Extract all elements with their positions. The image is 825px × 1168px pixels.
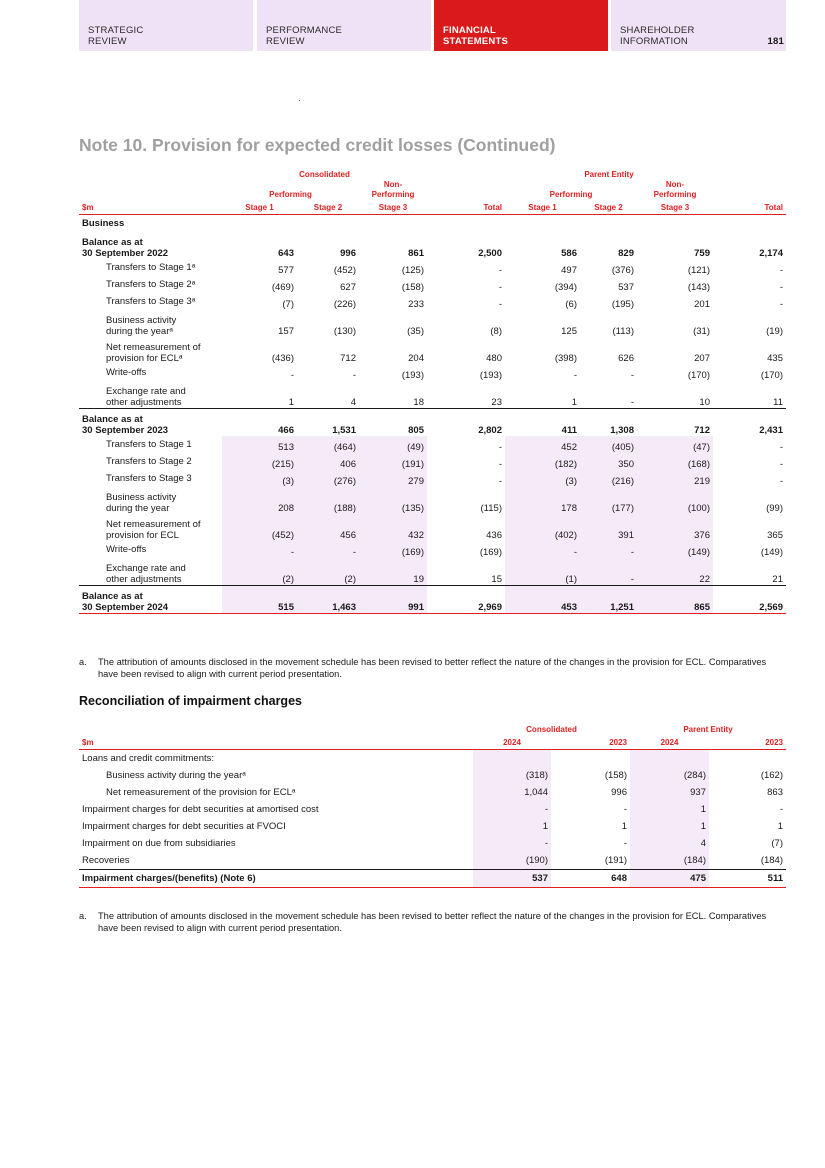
table-row (79, 750, 786, 768)
table-cell: 480 (486, 353, 502, 364)
table-cell: 233 (408, 299, 424, 310)
nav-tab-financial-statements[interactable] (434, 0, 608, 51)
nav-tab-label: REVIEW (88, 36, 127, 47)
table-cell: (177) (580, 487, 637, 514)
row-label-line: Transfers to Stage 1 (106, 439, 192, 450)
table-row (79, 784, 786, 801)
table-cell: 829 (618, 248, 634, 259)
table-cell: 1 (288, 397, 294, 408)
header-performing: Performing (269, 190, 312, 199)
table-row (79, 541, 786, 558)
row-label-line: Write-offs (106, 367, 147, 378)
table-cell: - (580, 558, 637, 586)
table-cell: 406 (297, 453, 359, 470)
table-cell: - (498, 282, 502, 293)
section-row (79, 215, 786, 233)
row-label-line: Exchange rate and (106, 563, 186, 574)
table-cell (630, 750, 709, 768)
table-cell: (318) (473, 767, 551, 784)
table-cell: (469) (271, 282, 294, 293)
table-cell: 643 (278, 248, 294, 259)
table-row (79, 436, 786, 453)
table-cell: 627 (340, 282, 356, 293)
table-cell: 365 (767, 530, 783, 541)
nav-tab-shareholder-information[interactable] (611, 0, 786, 51)
table-cell: 219 (637, 470, 713, 487)
table-cell: (99) (766, 503, 783, 514)
table-row (79, 232, 786, 259)
header-non-performing: Performing (371, 190, 415, 199)
table-cell: - (297, 541, 359, 558)
nav-tab-label: INFORMATION (620, 36, 688, 47)
table-cell (709, 750, 786, 768)
table-row (79, 453, 786, 470)
table-cell: (193) (479, 370, 502, 381)
table-cell: 1 (630, 818, 709, 835)
table-row (79, 381, 786, 409)
table-cell: 452 (505, 436, 580, 453)
nav-tab-label: STATEMENTS (443, 36, 508, 47)
table-cell: (149) (637, 541, 713, 558)
table-cell: 10 (699, 397, 710, 408)
table-cell: (3) (505, 470, 580, 487)
table-cell: 376 (637, 514, 713, 541)
table-cell: (168) (637, 453, 713, 470)
table-cell: - (779, 459, 783, 470)
row-label: Impairment charges/(benefits) (Note 6) (79, 870, 473, 888)
table-cell: 208 (222, 487, 297, 514)
table-cell: (195) (611, 299, 634, 310)
table-cell: 865 (637, 586, 713, 614)
table-cell: 19 (359, 558, 427, 586)
table-row (79, 818, 786, 835)
table-cell: 350 (580, 453, 637, 470)
footnote-marker: a. (79, 657, 87, 667)
header-non: Non- (383, 180, 403, 189)
row-label: Loans and credit commitments: (82, 753, 215, 764)
table-cell: 996 (340, 248, 356, 259)
table-cell: (188) (297, 487, 359, 514)
row-label: Impairment charges for debt securities at amortised cost (82, 804, 319, 815)
table-cell: - (498, 459, 502, 470)
table-row (79, 767, 786, 784)
table-cell: 1 (571, 397, 577, 408)
table-cell: - (779, 476, 783, 487)
table-cell: (143) (687, 282, 710, 293)
column-header-row (79, 735, 786, 750)
row-label (79, 337, 222, 364)
table-cell: - (498, 476, 502, 487)
table-cell: 456 (297, 514, 359, 541)
table-cell: (2) (297, 558, 359, 586)
row-label (79, 487, 222, 514)
table-cell: (2) (222, 558, 297, 586)
table-row (79, 364, 786, 381)
table-cell: (464) (297, 436, 359, 453)
table-cell: (284) (630, 767, 709, 784)
table-cell: (162) (760, 770, 783, 781)
col-header: Total (713, 200, 786, 215)
table-cell: 11 (773, 397, 783, 408)
table-cell: (184) (630, 852, 709, 870)
table-cell: 4 (350, 397, 356, 408)
row-label-line: Business activity (106, 492, 177, 503)
table-cell (473, 750, 551, 768)
table-row (79, 487, 786, 514)
table-cell: 2,431 (713, 409, 786, 437)
row-label: Recoveries (82, 855, 130, 866)
table-cell: 626 (618, 353, 634, 364)
table-cell: (216) (580, 470, 637, 487)
table-cell (551, 750, 630, 768)
row-label-line: Transfers to Stage 3ᵃ (106, 296, 196, 307)
table-cell: 125 (561, 326, 577, 337)
table-cell: - (222, 541, 297, 558)
table-cell: - (779, 265, 783, 276)
group-header-consolidated: Consolidated (526, 725, 577, 734)
table-cell: (169) (479, 547, 502, 558)
table-cell: 537 (618, 282, 634, 293)
table-cell: - (498, 265, 502, 276)
col-header: Stage 2 (297, 200, 359, 215)
table-cell: (182) (505, 453, 580, 470)
table-cell: - (498, 442, 502, 453)
row-label (79, 514, 222, 541)
row-label-line: 30 September 2024 (82, 602, 169, 613)
row-label (79, 409, 222, 437)
table-cell: - (573, 370, 577, 381)
table-cell: (170) (760, 370, 783, 381)
table-cell: - (352, 370, 356, 381)
table-cell: 1,251 (580, 586, 637, 614)
stray-dot (299, 100, 300, 101)
footnote-text: The attribution of amounts disclosed in the movement schedule has been revised to better reflect the nature of the changes in the provision for ECL. Comparatives have been revised to align with current period presentation. (98, 657, 767, 679)
row-label (79, 293, 222, 310)
table-cell: - (290, 370, 294, 381)
table-cell: 157 (278, 326, 294, 337)
table-cell: 577 (278, 265, 294, 276)
table-row (79, 276, 786, 293)
table-cell: 1,531 (297, 409, 359, 437)
footnote-1 (79, 657, 779, 680)
table-cell: - (779, 299, 783, 310)
nav-tab-label: SHAREHOLDER (620, 25, 695, 36)
col-header: 2024 (473, 735, 551, 750)
table-cell: - (779, 804, 783, 815)
table-row (79, 293, 786, 310)
table-cell: - (623, 804, 627, 815)
row-label-line: Balance as at (82, 414, 143, 425)
table-cell: (394) (554, 282, 577, 293)
table-cell: (191) (604, 855, 627, 866)
table-row (79, 852, 786, 870)
row-label-line: during the year (106, 503, 170, 514)
row-label: Impairment on due from subsidiaries (82, 838, 236, 849)
nav-tab-strategic-review[interactable] (79, 0, 253, 51)
table-cell: 4 (630, 835, 709, 852)
table-cell: (436) (271, 353, 294, 364)
group-header-parent-entity: Parent Entity (683, 725, 733, 734)
table-cell: 1 (473, 818, 551, 835)
row-label (79, 558, 222, 586)
table-cell: 15 (491, 574, 502, 585)
table-cell: 759 (694, 248, 710, 259)
table-cell: 435 (767, 353, 783, 364)
footnote-2 (79, 911, 779, 934)
table-row (79, 801, 786, 818)
col-header: 2023 (551, 735, 630, 750)
col-header: Stage 3 (637, 200, 713, 215)
group-header-parent-entity: Parent Entity (584, 170, 634, 179)
row-label-line: Exchange rate and (106, 386, 186, 397)
table-cell: (121) (687, 265, 710, 276)
table-cell: 1 (621, 821, 627, 832)
table-cell: (190) (473, 852, 551, 870)
table-cell: 1,308 (580, 409, 637, 437)
table-cell: 178 (505, 487, 580, 514)
row-label-line: Write-offs (106, 544, 147, 555)
table-cell: 513 (222, 436, 297, 453)
table-cell: (8) (490, 326, 502, 337)
table-cell: 21 (772, 574, 783, 585)
header-non: Non- (665, 180, 685, 189)
nav-tab-label: STRATEGIC (88, 25, 144, 36)
row-label-line: 30 September 2023 (82, 425, 169, 436)
table-cell: (398) (554, 353, 577, 364)
row-label-line: Transfers to Stage 1ᵃ (106, 262, 196, 273)
table-cell: - (779, 282, 783, 293)
unit-label: $m (79, 735, 473, 750)
reconciliation-heading: Reconciliation of impairment charges (79, 694, 302, 708)
table-cell: (215) (222, 453, 297, 470)
table-cell: 23 (491, 397, 502, 408)
table-cell: 861 (408, 248, 424, 259)
table-cell: - (779, 442, 783, 453)
table-cell: (115) (480, 503, 502, 514)
table-cell: (276) (297, 470, 359, 487)
unit-label: $m (79, 200, 222, 215)
table-cell: 18 (413, 397, 424, 408)
row-label (79, 453, 222, 470)
table-row (79, 470, 786, 487)
note-title: Note 10. Provision for expected credit losses (Continued) (79, 135, 556, 155)
table-cell: 436 (486, 530, 502, 541)
table-row (79, 586, 786, 614)
row-label (79, 436, 222, 453)
table-cell: - (505, 541, 580, 558)
footnote-text: The attribution of amounts disclosed in the movement schedule has been revised to better reflect the nature of the changes in the provision for ECL. Comparatives have been revised to align with current period presentation. (98, 911, 767, 933)
table-cell: (7) (282, 299, 294, 310)
table-row (79, 558, 786, 586)
table-cell: (125) (401, 265, 424, 276)
table-cell: - (580, 541, 637, 558)
table-row (79, 870, 786, 888)
table-cell: 2,802 (427, 409, 505, 437)
table-cell: - (498, 299, 502, 310)
table-cell: (170) (687, 370, 710, 381)
nav-tab-performance-review[interactable] (257, 0, 431, 51)
group-header-consolidated: Consolidated (299, 170, 350, 179)
table-cell: 991 (359, 586, 427, 614)
row-label: Business activity during the yearᵃ (106, 770, 246, 781)
row-label-line: provision for ECLᵃ (106, 353, 183, 364)
row-label (79, 310, 222, 337)
table-cell: (7) (771, 838, 783, 849)
row-label (79, 259, 222, 276)
table-cell: - (623, 838, 627, 849)
section-nav (79, 0, 786, 51)
table-cell: 497 (561, 265, 577, 276)
ecl-movement-table (79, 170, 786, 614)
table-cell: 207 (694, 353, 710, 364)
row-label-line: Net remeasurement of (106, 519, 201, 530)
row-label-line: Business activity (106, 315, 177, 326)
table-cell: 2,500 (478, 248, 502, 259)
header-non-performing: Performing (653, 190, 697, 199)
table-cell: 453 (505, 586, 580, 614)
row-label (79, 541, 222, 558)
row-label-line: other adjustments (106, 574, 182, 585)
table-cell: (135) (359, 487, 427, 514)
table-cell: - (473, 801, 551, 818)
row-label-line: Transfers to Stage 2ᵃ (106, 279, 196, 290)
table-cell: 204 (408, 353, 424, 364)
row-label (79, 381, 222, 409)
table-cell: (6) (565, 299, 577, 310)
col-header: Stage 1 (222, 200, 297, 215)
row-label-line: Balance as at (82, 237, 143, 248)
table-cell: - (630, 397, 634, 408)
table-row (79, 337, 786, 364)
impairment-reconciliation-table (79, 725, 786, 888)
table-cell: 1 (777, 821, 783, 832)
header-performing: Performing (549, 190, 593, 199)
table-cell: 863 (767, 787, 783, 798)
row-label-line: other adjustments (106, 397, 182, 408)
table-cell: (49) (359, 436, 427, 453)
table-cell: 712 (340, 353, 356, 364)
row-label-line: Transfers to Stage 3 (106, 473, 192, 484)
row-label (79, 276, 222, 293)
footnote-marker: a. (79, 911, 87, 921)
table-cell: 1 (630, 801, 709, 818)
table-cell: 1,044 (473, 784, 551, 801)
table-cell: (3) (222, 470, 297, 487)
table-cell: (149) (760, 547, 783, 558)
row-label (79, 586, 222, 614)
col-header: Stage 3 (359, 200, 427, 215)
table-cell: 996 (611, 787, 627, 798)
col-header: Total (427, 200, 505, 215)
table-cell: 511 (709, 870, 786, 888)
row-label: Net remeasurement of the provision for ECLᵃ (106, 787, 296, 798)
table-cell: (452) (222, 514, 297, 541)
table-cell: 22 (637, 558, 713, 586)
table-cell: (100) (637, 487, 713, 514)
table-cell: (130) (333, 326, 356, 337)
table-row (79, 409, 786, 437)
page-number: 181 (767, 36, 784, 47)
table-row (79, 835, 786, 852)
row-label-line: provision for ECL (106, 530, 179, 541)
nav-tab-label: REVIEW (266, 36, 305, 47)
col-header: 2023 (709, 735, 786, 750)
table-row (79, 514, 786, 541)
table-cell: (193) (401, 370, 424, 381)
table-cell: 279 (359, 470, 427, 487)
table-cell: 805 (359, 409, 427, 437)
table-cell: 648 (551, 870, 630, 888)
row-label (79, 364, 222, 381)
table-cell: - (473, 835, 551, 852)
table-cell: 586 (561, 248, 577, 259)
table-cell: 2,174 (759, 248, 783, 259)
table-cell: (19) (766, 326, 783, 337)
table-cell: (376) (611, 265, 634, 276)
table-cell: 475 (630, 870, 709, 888)
table-cell: (31) (693, 326, 710, 337)
row-label: Impairment charges for debt securities at FVOCI (82, 821, 286, 832)
table-row (79, 310, 786, 337)
row-label-line: Net remeasurement of (106, 342, 201, 353)
row-label-line: Balance as at (82, 591, 143, 602)
table-cell: (169) (359, 541, 427, 558)
table-cell: (1) (505, 558, 580, 586)
table-cell: - (630, 370, 634, 381)
row-label-line: Transfers to Stage 2 (106, 456, 192, 467)
nav-tab-label: FINANCIAL (443, 25, 496, 36)
table-cell: 466 (222, 409, 297, 437)
column-header-row (79, 200, 786, 215)
table-cell: (452) (333, 265, 356, 276)
col-header: Stage 1 (505, 200, 580, 215)
table-cell: (402) (505, 514, 580, 541)
table-cell: (35) (407, 326, 424, 337)
table-cell: 712 (637, 409, 713, 437)
table-cell: 2,969 (427, 586, 505, 614)
table-cell: 391 (580, 514, 637, 541)
table-cell: 411 (505, 409, 580, 437)
nav-tab-label: PERFORMANCE (266, 25, 343, 36)
table-cell: 201 (694, 299, 710, 310)
section-label: Business (82, 218, 125, 229)
table-cell: (226) (333, 299, 356, 310)
row-label-line: during the yearᵃ (106, 326, 173, 337)
table-row (79, 259, 786, 276)
table-cell: 1,463 (297, 586, 359, 614)
table-cell: 2,569 (713, 586, 786, 614)
row-label-line: 30 September 2022 (82, 248, 169, 259)
row-label (79, 470, 222, 487)
table-cell: (158) (604, 770, 627, 781)
row-label (79, 232, 222, 259)
table-cell: (113) (612, 326, 634, 337)
table-cell: (47) (637, 436, 713, 453)
table-cell: 432 (359, 514, 427, 541)
table-cell: (184) (760, 855, 783, 866)
table-cell: 937 (630, 784, 709, 801)
table-cell: (191) (359, 453, 427, 470)
table-cell: (405) (580, 436, 637, 453)
table-cell: 515 (222, 586, 297, 614)
col-header: Stage 2 (580, 200, 637, 215)
table-cell: 537 (473, 870, 551, 888)
table-cell: (158) (401, 282, 424, 293)
col-header: 2024 (630, 735, 709, 750)
